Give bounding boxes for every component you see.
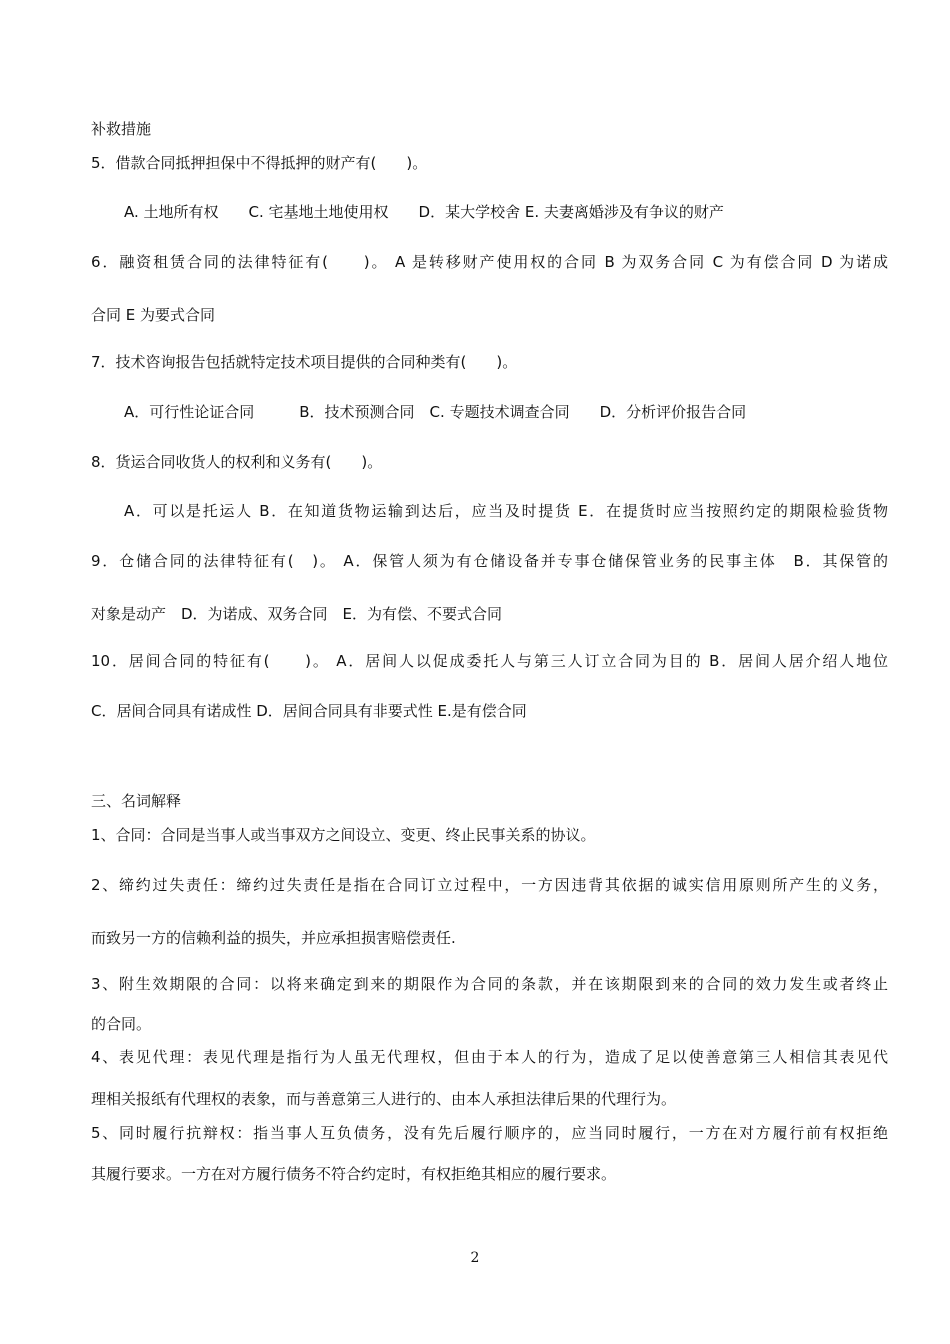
question-8-options: A．可以是托运人 B．在知道货物运输到达后，应当及时提货 E．在提货时应当按照约定的期限检验货物 [124, 502, 888, 520]
question-7-options: A．可行性论证合同 B．技术预测合同 C. 专题技术调查合同 D．分析评价报告合同 [124, 403, 747, 421]
definition-4-cont: 理相关报纸有代理权的表象，而与善意第三人进行的、由本人承担法律后果的代理行为。 [91, 1090, 677, 1108]
question-9-cont: 对象是动产 D．为诺成、双务合同 E．为有偿、不要式合同 [91, 605, 503, 623]
text-line: 补救措施 [91, 120, 152, 138]
question-6: 6．融资租赁合同的法律特征有( )。 A 是转移财产使用权的合同 B 为双务合同 C 为有偿合同 D 为诺成 [91, 253, 888, 271]
question-8: 8．货运合同收货人的权利和义务有( )。 [91, 453, 383, 471]
question-10-cont: C．居间合同具有诺成性 D．居间合同具有非要式性 E.是有偿合同 [91, 702, 527, 720]
question-10: 10．居间合同的特征有( )。 A．居间人以促成委托人与第三人订立合同为目的 B．居间人居介绍人地位 [91, 652, 888, 670]
definition-5-cont: 其履行要求。一方在对方履行债务不符合约定时，有权拒绝其相应的履行要求。 [91, 1165, 617, 1183]
page-number: 2 [470, 1250, 480, 1266]
definition-4: 4、表见代理：表见代理是指行为人虽无代理权，但由于本人的行为，造成了足以使善意第三人相信其表见代 [91, 1048, 888, 1066]
definition-1: 1、合同：合同是当事人或当事双方之间设立、变更、终止民事关系的协议。 [91, 826, 596, 844]
definition-5: 5、同时履行抗辩权：指当事人互负债务，没有先后履行顺序的，应当同时履行，一方在对方履行前有权拒绝 [91, 1124, 888, 1142]
question-6-cont: 合同 E 为要式合同 [91, 306, 216, 324]
question-9: 9．仓储合同的法律特征有( )。 A．保管人须为有仓储设备并专事仓储保管业务的民事主体 B．其保管的 [91, 552, 888, 570]
definition-2-cont: 而致另一方的信赖利益的损失，并应承担损害赔偿责任. [91, 929, 456, 947]
definition-3-cont: 的合同。 [91, 1015, 152, 1033]
section-heading: 三、名词解释 [91, 792, 182, 810]
question-5-options: A. 土地所有权 C. 宅基地土地使用权 D．某大学校舍 E. 夫妻离婚涉及有争议的财产 [124, 203, 724, 221]
definition-3: 3、附生效期限的合同：以将来确定到来的期限作为合同的条款，并在该期限到来的合同的效力发生或者终止 [91, 975, 888, 993]
question-7: 7．技术咨询报告包括就特定技术项目提供的合同种类有( )。 [91, 353, 518, 371]
question-5: 5．借款合同抵押担保中不得抵押的财产有( )。 [91, 154, 428, 172]
definition-2: 2、缔约过失责任：缔约过失责任是指在合同订立过程中，一方因违背其依据的诚实信用原则所产生的义务， [91, 876, 888, 894]
